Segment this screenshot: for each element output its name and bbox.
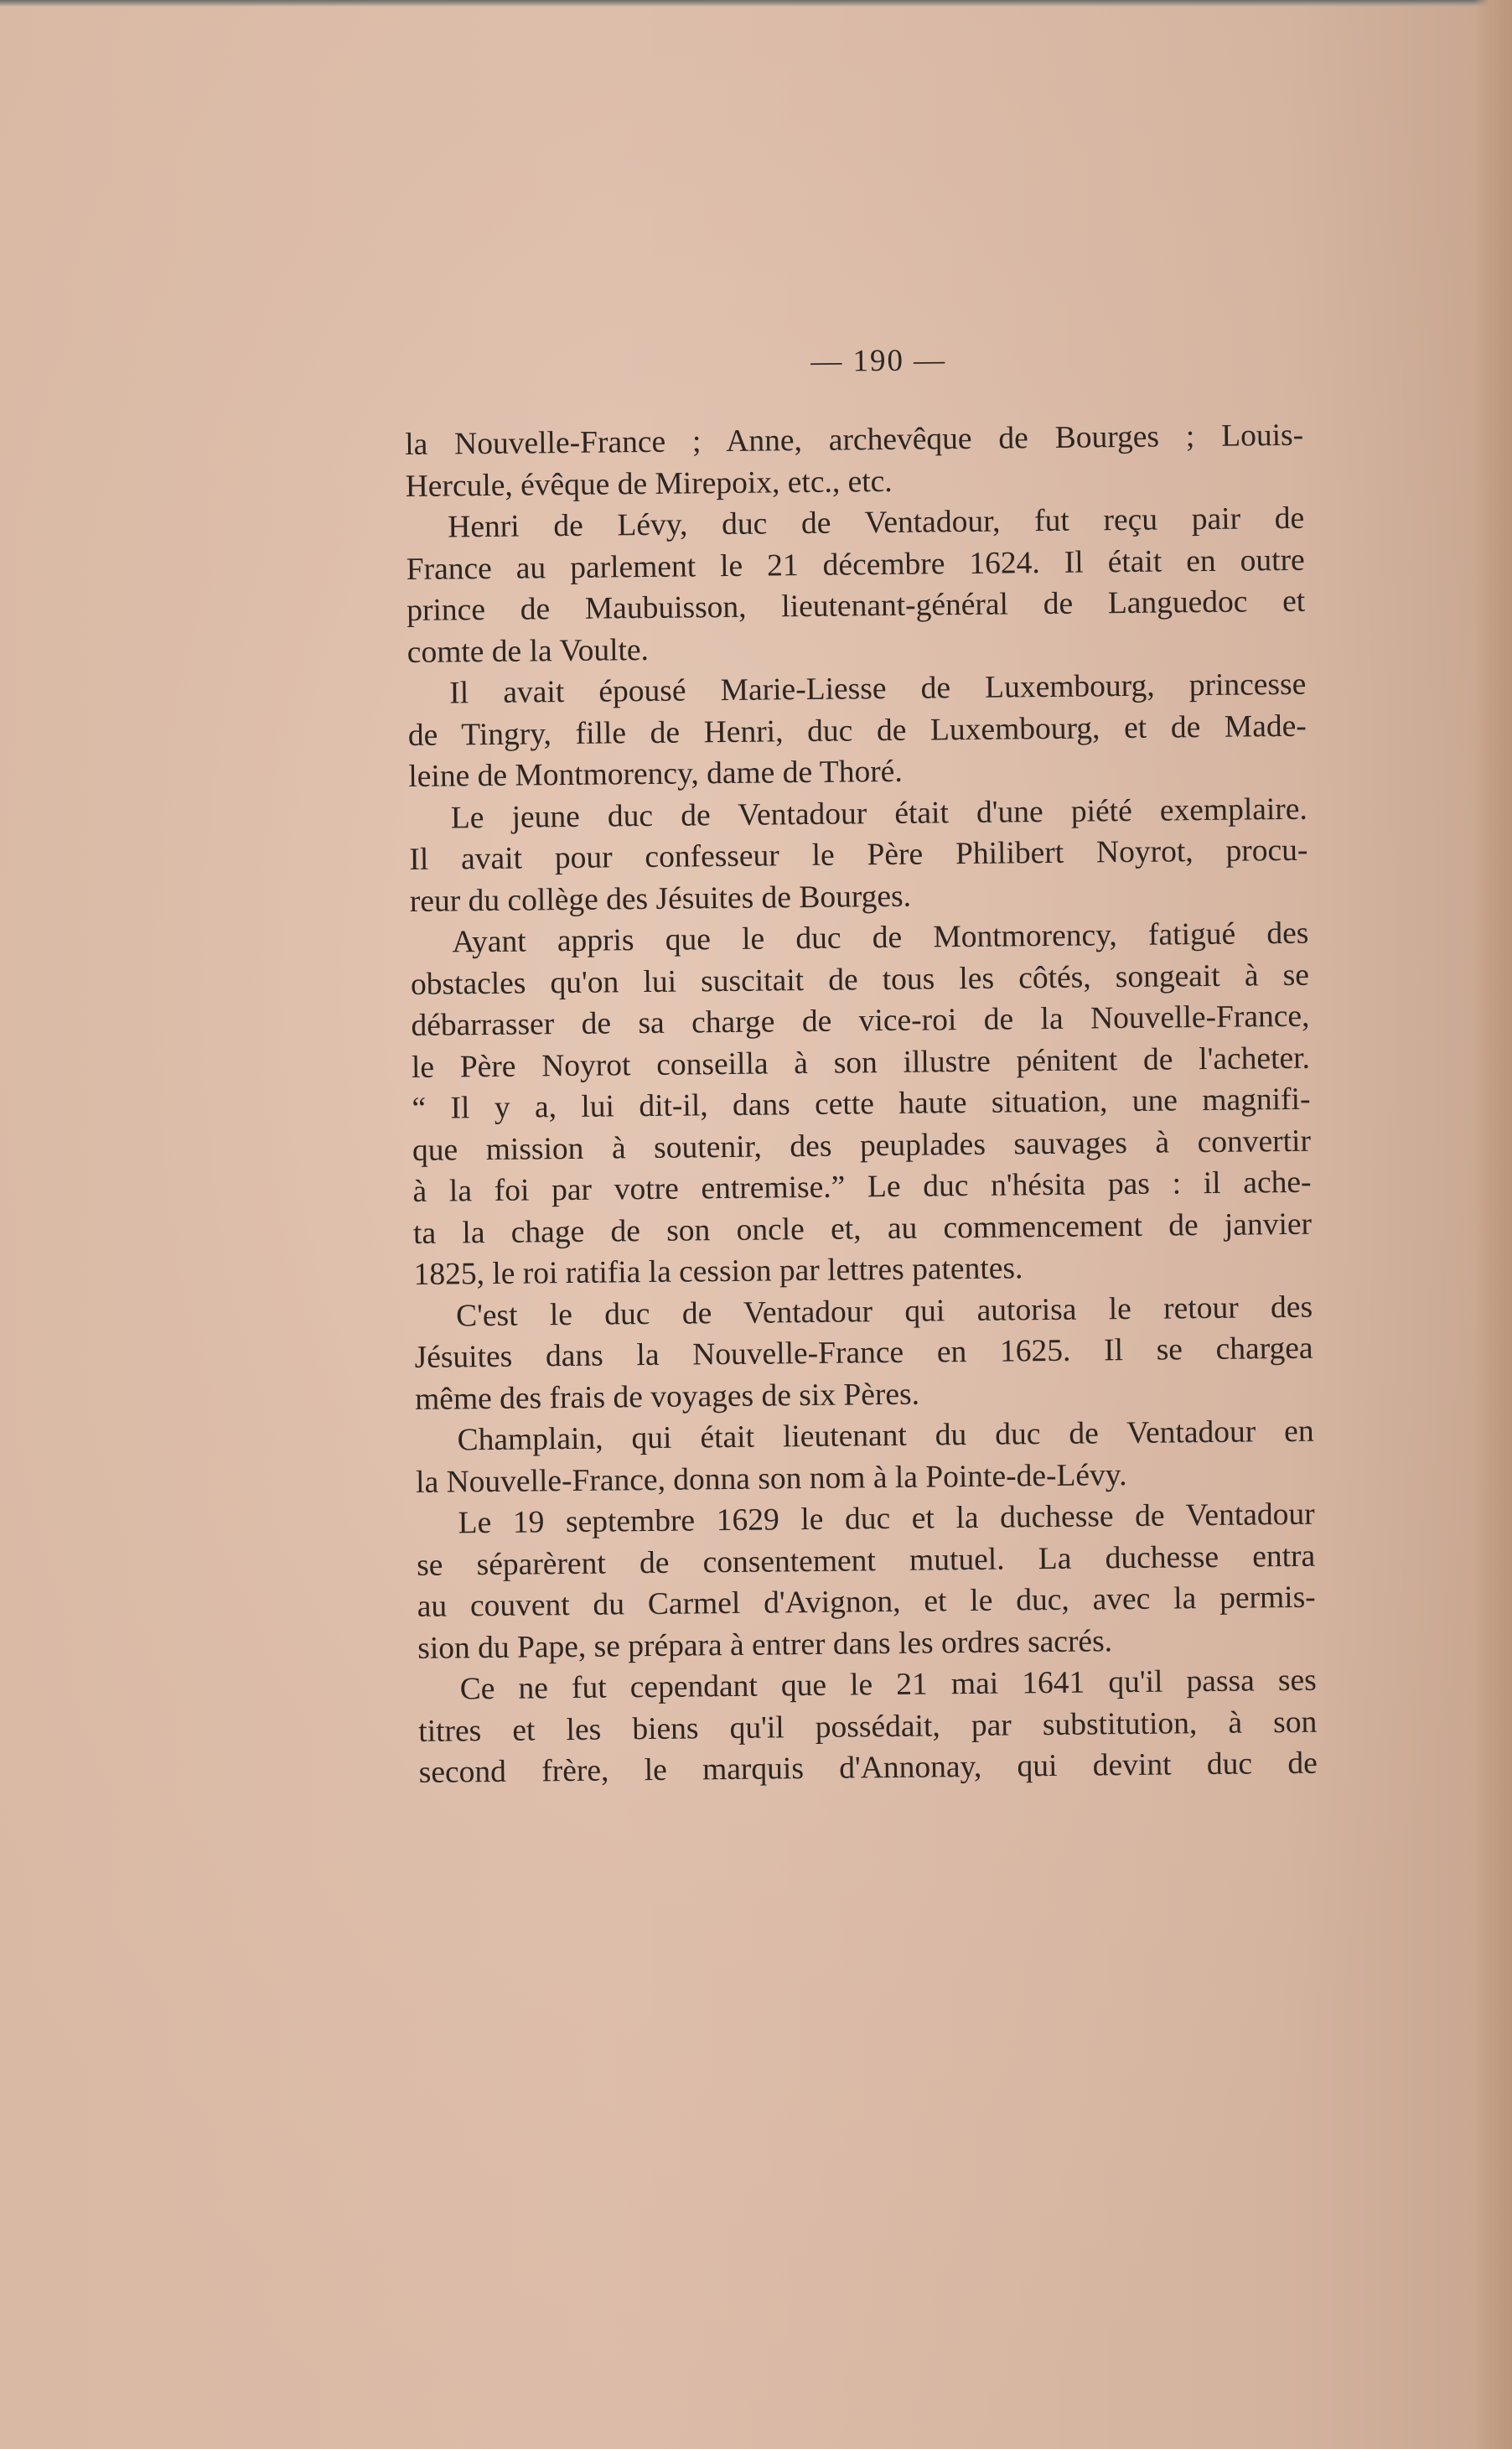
text-line: Hercule, évêque de Mirepoix, etc., etc. bbox=[405, 464, 893, 504]
text-line: de Tingry, fille de Henri, duc de Luxembourg, et de Made- bbox=[407, 708, 1307, 753]
text-line: reur du collège des Jésuites de Bourges. bbox=[409, 879, 912, 919]
text-line: Le 19 septembre 1629 le duc et la duchesse de Ventadour bbox=[458, 1497, 1315, 1541]
text-line: débarrasser de sa charge de vice-roi de la Nouvelle-France, bbox=[411, 999, 1310, 1043]
text-line: Henri de Lévy, duc de Ventadour, fut reçu pair de bbox=[448, 501, 1305, 545]
text-line: Il avait pour confesseur le Père Philibert Noyrot, procu- bbox=[409, 833, 1308, 877]
text-line: “ Il y a, lui dit-il, dans cette haute situation, une magnifi- bbox=[412, 1082, 1311, 1126]
body-text bbox=[405, 415, 1318, 1794]
text-line: prince de Maubuisson, lieutenant-général de Languedoc et bbox=[406, 584, 1306, 628]
text-line: second frère, le marquis d'Annonay, qui devint duc de bbox=[418, 1746, 1318, 1790]
text-line: à la foi par votre entremise.” Le duc n'hésita pas : il ache- bbox=[412, 1165, 1312, 1209]
text-line: Jésuites dans la Nouvelle-France en 1625. Il se chargea bbox=[414, 1331, 1313, 1375]
text-line: la Nouvelle-France, donna son nom à la Pointe-de-Lévy. bbox=[415, 1457, 1127, 1500]
text-line: Il avait épousé Marie-Liesse de Luxembourg, princesse bbox=[449, 667, 1307, 711]
text-line: Ce ne fut cependant que le 21 mai 1641 qu'il passa ses bbox=[459, 1663, 1317, 1707]
text-line: titres et les biens qu'il possédait, par substitution, à son bbox=[418, 1704, 1318, 1749]
text-line: Champlain, qui était lieutenant du duc de Ventadour en bbox=[457, 1414, 1314, 1458]
page-number: — 190 — bbox=[810, 343, 947, 379]
text-line: C'est le duc de Ventadour qui autorisa le retour des bbox=[455, 1289, 1313, 1333]
text-line: Le jeune duc de Ventadour était d'une piété exemplaire. bbox=[450, 791, 1308, 835]
text-line: 1825, le roi ratifia la cession par lettres patentes. bbox=[413, 1251, 1023, 1292]
page-top-edge bbox=[0, 0, 1512, 7]
text-line: au couvent du Carmel d'Avignon, et le duc, avec la permis- bbox=[417, 1580, 1316, 1624]
text-line: même des frais de voyages de six Pères. bbox=[414, 1377, 920, 1417]
text-line: la Nouvelle-France ; Anne, archevêque de Bourges ; Louis- bbox=[404, 418, 1304, 462]
text-line: Ayant appris que le duc de Montmorency, fatigué des bbox=[452, 916, 1309, 960]
text-line: se séparèrent de consentement mutuel. La duchesse entra bbox=[416, 1538, 1316, 1583]
text-line: que mission à soutenir, des peuplades sauvages à convertir bbox=[412, 1123, 1312, 1168]
text-block bbox=[404, 339, 1318, 1794]
text-line: ta la chage de son oncle et, au commencement de janvier bbox=[412, 1206, 1313, 1251]
text-line: sion du Pape, se prépara à entrer dans les ordres sacrés. bbox=[417, 1623, 1113, 1666]
text-line: le Père Noyrot conseilla à son illustre pénitent de l'acheter. bbox=[411, 1040, 1311, 1085]
text-line: comte de la Voulte. bbox=[406, 632, 650, 670]
text-line: leine de Montmorency, dame de Thoré. bbox=[408, 754, 903, 794]
page-right-edge bbox=[1473, 0, 1512, 2449]
text-line: obstacles qu'on lui suscitait de tous les côtés, songeait à se bbox=[410, 957, 1310, 1002]
text-line: France au parlement le 21 décembre 1624. Il était en outre bbox=[406, 542, 1305, 587]
